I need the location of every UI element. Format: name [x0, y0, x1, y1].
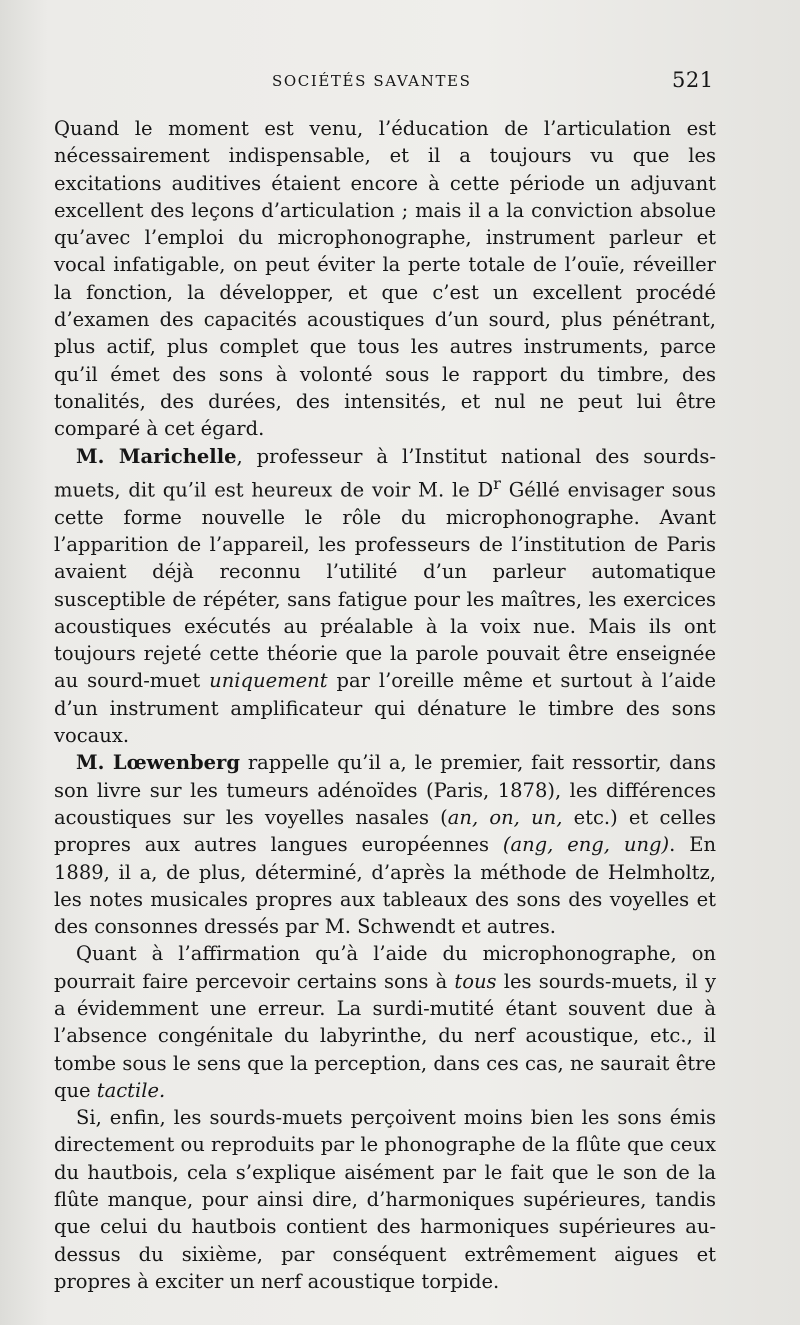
text-run: Quant à l’affirmation qu’à l’aide du microphonographe, on pourrait faire percevoir certains sons à	[54, 942, 716, 993]
speaker-name: M. Marichelle	[76, 444, 237, 468]
text-run: Quand le moment est venu, l’éducation de l’articulation est nécessairement indispensable, et il a toujours vu que les excitations auditives étaient encore à cette période un adjuvant excellent des leçons d’articulation ; mais il a la conviction absolue qu’avec l’emploi du microphonographe, instrument parleur et vocal infatigable, on peut éviter la perte totale de l’ouïe, réveiller la fonction, la développer, et que c’est un excellent procédé d’examen des capacités acoustiques d’un sourd, plus pénétrant, plus actif, plus complet que tous les autres instruments, parce qu’il émet des sons à volonté sous le rapport du timbre, des tonalités, des durées, des intensités, et nul ne peut lui être comparé à cet égard.	[54, 117, 716, 441]
page-header	[0, 62, 800, 102]
speaker-name: M. Lœwenberg	[76, 751, 240, 775]
superscript: r	[493, 473, 501, 493]
page-body	[54, 115, 716, 1295]
text-run: rappelle qu’il a, le premier, fait ressortir, dans son livre sur les tumeurs adénoïdes (Paris, 1878), les différences acoustiques sur les voyelles nasales (	[54, 751, 716, 829]
italic-text: tous	[454, 969, 497, 993]
text-run: Si, enfin, les sourds-muets perçoivent moins bien les sons émis directement ou reproduits par le phonographe de la flûte que ceux du hautbois, cela s’explique aisément par le fait que le son de la flûte manque, pour ainsi dire, d’harmoniques supérieures, tandis que celui du hautbois contient des harmoniques supérieures au-dessus du sixième, par conséquent extrêmement aigues et propres à exciter un nerf acoustique torpide.	[54, 1106, 716, 1293]
page-number: 521	[672, 68, 714, 92]
paragraph-continued	[54, 115, 716, 443]
text-run: Géllé envisager sous cette forme nouvelle le rôle du microphonographe. Avant l’apparition de l’appareil, les professeurs de l’institution de Paris avaient déjà reconnu l’utilité d’un parleur automatique susceptible de répéter, sans fatigue pour les maîtres, les exercices acoustiques exécutés au préalable à la voix nue. Mais ils ont toujours rejeté cette théorie que la parole pouvait être enseignée au sourd-muet	[54, 478, 717, 693]
paragraph-affirmation	[54, 940, 716, 1104]
text-run: les sourds-muets, il y a évidemment une erreur. La surdi-mutité étant souvent due à l’absence congénitale du labyrinthe, du nerf acoustique, etc., il tombe sous le sens que la perception, dans ces cas, ne saurait être que	[54, 969, 716, 1102]
text-run: par l’oreille même et surtout à l’aide d’un instrument amplificateur qui dénature le timbre des sons vocaux.	[54, 669, 716, 748]
text-run: etc.) et celles propres aux autres langues européennes	[54, 805, 716, 857]
paragraph-flute-hautbois	[54, 1104, 716, 1295]
running-title: SOCIÉTÉS SAVANTES	[272, 72, 472, 90]
italic-text: an, on, un,	[447, 805, 563, 829]
paragraph-marichelle	[54, 443, 716, 750]
text-run: , professeur à l’Institut national des sourds-muets, dit qu’il est heureux de voir M. le D	[54, 444, 716, 502]
paragraph-loewenberg	[54, 749, 716, 940]
italic-text: tactile.	[96, 1078, 166, 1102]
italic-text: uniquement	[209, 669, 328, 693]
italic-text: (ang, eng, ung)	[502, 833, 670, 857]
text-run: . En 1889, il a, de plus, déterminé, d’après la méthode de Helmholtz, les notes musicales propres aux tableaux des sons des voyelles et des consonnes dressés par M. Schwendt et autres.	[54, 833, 716, 939]
